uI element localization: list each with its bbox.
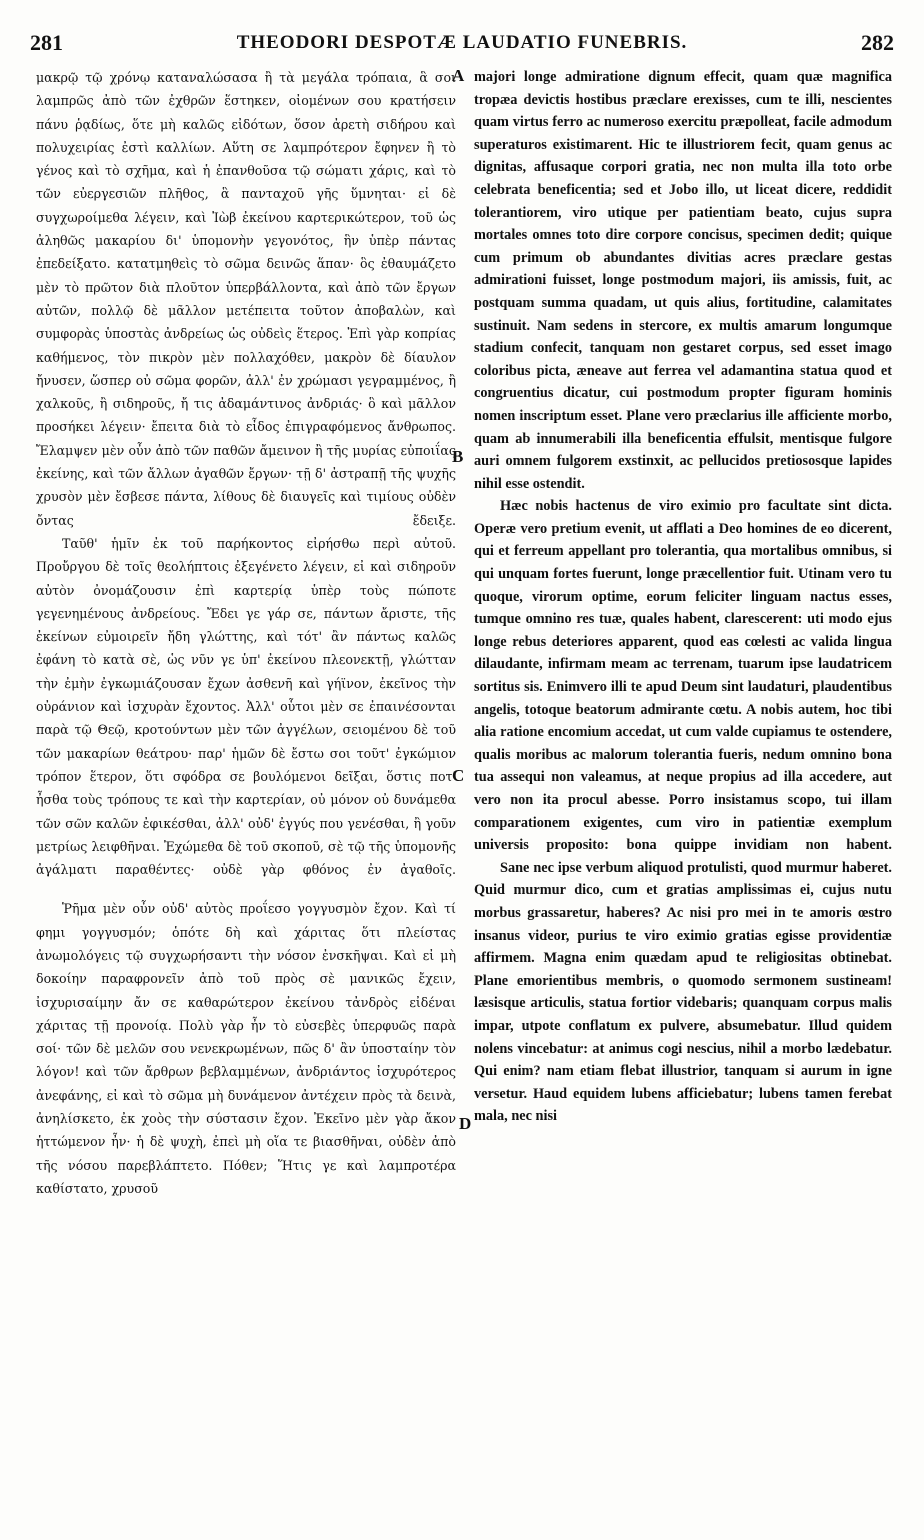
greek-column <box>36 66 456 1200</box>
greek-paragraph: Ταῦθ' ἡμῖν ἐκ τοῦ παρήκοντος εἰρήσθω περὶ αὐτοῦ. Προὔργου δὲ τοῖς θεολήπτοις ἐξεγένετο λέγειν, εἰ καὶ σιδηροῦν αὐτὸν ὀνομάζουσιν ἐπὶ καρτερίᾳ ὑπὲρ τοὺς πώποτε γεγενημένους ἀνδρείους. Ἔδει γε γάρ σε, πάντων ἄριστε, τῆς ἐκείνων εὐμοιρεῖν ἤδη γλώττης, καὶ τότ' ἂν πάντως καλῶς ἐφάνη τὸ κατὰ σὲ, ὡς νῦν γε ὑπ' ἐκείνου πλεονεκτῇ, γλώτταν τὴν ἐμὴν ἐγκωμιάζουσαν ἔχων ἀσθενῆ καὶ γήϊνον, ἐκεῖνος τὴν οὐράνιον καὶ ἰσχυρὰν ἔχοντος. Ἀλλ' οὗτοι μὲν σε ἐπαινέσονται παρὰ τῷ Θεῷ, κροτούντων μὲν τῶν ἀγγέλων, σειομένου δὲ τοῦ τῶν μακαρίων θεάτρου· παρ' ἡμῶν δὲ ἔστω σοι τοῦτ' ἐγκώμιον τρόπον ἕτερον, ὅτι σφόδρα σε βουλόμενοι δεῖξαι, ὅστις ποτ' ἦσθα τοὺς τρόπους τε καὶ τὴν καρτερίαν, οὐ μόνον οὐ δυνάμεθα τῶν σῶν καλῶν ἐφικέσθαι, ἀλλ' οὐδ' ἐγγύς που γενέσθαι, ἢ γοῦν μετρίως λειφθῆναι. Ἐχώμεθα δὲ τοῦ σκοποῦ, σὲ τῷ τῆς ὑπομονῆς ἀγάλματι παραθέντες· οὐδὲ γὰρ φθόνος ἐν ἀγαθοῖς. <box>36 535 456 878</box>
margin-letter-a: A <box>452 66 465 85</box>
greek-paragraph: Ῥῆμα μὲν οὖν οὐδ' αὐτὸς προΐεσο γογγυσμὸν ἔχον. Καὶ τί φημι γογγυσμόν; ὁπότε δὴ καὶ χάριτας ὅτι πλείστας ἀνωμολόγεις τῷ συγχωρήσαντι τὴν νόσον ἐνσκῆψαι. Καὶ εἰ μὴ δοκοίην παραφρονεῖν ἀπὸ τοῦ πρὸς σὲ μανικῶς ἔχειν, ἰσχυρισαίμην ἄν σε καθαρώτερον ἐκείνου τἀνδρὸς εἰδέναι χάριτας τῇ προνοίᾳ. Πολὺ γὰρ ἦν τὸ εὐσεβὲς ὑπερφυῶς παρὰ σοί· τῶν δὲ μελῶν σου νενεκρωμένων, πῶς δ' ἂν ὑποσταίην τὸν λόγον! καὶ τῶν ἄρθρων βεβλαμμένων, ἀνδριάντος ἰσχυρότερος ἀνεφάνης, εἰ καὶ τὸ σῶμα μὴ δυνάμενον ἀντέχειν πρὸς τὰ δεινὰ, ἀνηλίσκετο, ἐκ χοὸς τὴν σύστασιν ἔχον. Ἐκεῖνο μὲν γὰρ ἄκον ἡττώμενον ἦν· ἡ δὲ ψυχὴ, ἐπεὶ μὴ οἵα τε βιασθῆναι, οὐδὲν ἀπὸ τῆς νόσου παρεβλάπτετο. Πόθεν; Ἥτις γε καὶ λαμπροτέρα καθίστατο, χρυσοῦ <box>36 901 456 1196</box>
margin-letter-d: D <box>459 1114 472 1133</box>
margin-letter-b: B <box>452 447 464 466</box>
latin-paragraph: majori longe admiratione dignum effecit, quam quæ magnifica tropæa devictis hostibus præclare erexisses, cum te illi, nescientes quam virtus ferro ac numeroso exercitu præpolleat, facile admodum superaturos existimarent. Hic te illustriorem fecit, quam genus ac dignitas, affusaque corpori gratia, nec non multa illa toto orbe celebrata beneficentia; sed et Jobo illo, ut liceat dicere, reddidit tolerantiorem, viro utique per patientiam beato, cujus supra mortales omnes toto dire corpore concisus, specimen dedit; quique cum primum ob abundantes divitias acres præclare gestas admirationi fuisset, longe postmodum majori, iis amissis, fuit, ac postquam summa quadam, ut quis alius, fortitudine, calamitates sustinuit. Nam sedens in stercore, ex multis amarum longumque stadium confecit, tanquam non gestaret corpus, sed esset imago coloribus picta, æneave aut ferrea vel adamantina statua quod et congruentius dicatur, cui postmodum propter figuram hominis nomen inscriptum esset. Plane vero præclarius ille afficiente morbo, quam ab innumerabili illa beneficentia effulsit, mentisque fulgore auri omnem fulgorem exstinxit, ac pellucidos pretiososque lapides nihil esse ostendit. <box>474 69 892 492</box>
page-header <box>30 30 894 60</box>
latin-paragraph: Sane nec ipse verbum aliquod protulisti, quod murmur haberet. Quid murmur dico, cum et gratias amplissimas ei, cujus nutu morbus grassaretur, haberes? Ac nisi pro mei in te amoris œstro insanus videor, purius te viro eximio gratias egisse providentiæ affirmem. Magna enim quædam apud te religiositas obtinebat. Plane emorientibus membris, o quomodo sermonem sustineam! læsisque articulis, statua fortior videbaris; quanquam corpus malis impar, utpote conflatum ex pulvere, absumebatur. Illud quidem nolens vincebatur: at animus cogi nescius, nihil a morbo lædebatur. Qui enim? nam etiam flebat illustrior, tanquam si aurum in igne versetur. Haud equidem lubens afficiebatur; lubens tamen ferebat mala, nec nisi <box>474 859 892 1125</box>
page-number-right: 282 <box>861 30 894 55</box>
page-number-left: 281 <box>30 30 63 55</box>
greek-paragraph: μακρῷ τῷ χρόνῳ καταναλώσασα ἢ τὰ μεγάλα τρόπαια, ἃ σοι λαμπρῶς ἀπὸ τῶν ἐχθρῶν ἕστηκεν, οἰομένων σου κρατήσειν πάνυ ῥᾳδίως, ὅτε μὴ καλῶς εἰδότων, ὅσον ἀρετὴ σιδήρου καὶ πολυχειρίας ἐστὶ καλλίων. Αὕτη σε λαμπρότερον ἔφηνεν ἢ τὸ γένος καὶ τὸ σχῆμα, καὶ ἡ ἐπανθοῦσα τῷ σώματι χάρις, καὶ τὸ τῶν εὐεργεσιῶν πλῆθος, ἃ πανταχοῦ γῆς ὕμνηται· εἰ δὲ συγχωροίμεθα λέγειν, καὶ Ἰὼβ ἐκείνου καρτερικώτερον, τοῦ ὡς ἀληθῶς μακαρίου δι' ὑπομονὴν γεγονότος, ἣν ὑπὲρ πάντας ἐπεδείξατο. κατατμηθεὶς τὸ σῶμα δεινῶς ἅπαν· ὃς ἐθαυμάζετο μὲν τὸ πρῶτον διὰ πλοῦτον ὑπερβάλλοντα, καὶ ἀπὸ τῶν ἔργων αὐτῶν, πολλῷ δὲ μᾶλλον μετέπειτα τοῦτον ἀποβαλὼν, καὶ συμφορὰς ὑποστὰς ἀνδρείως ὡς οὐδεὶς ἕτερος. Ἐπὶ γὰρ κοπρίας καθήμενος, τὸν πικρὸν μὲν πολλαχόθεν, μακρὸν δὲ δίαυλον ἤνυσεν, ὥσπερ οὐ σῶμα φορῶν, ἀλλ' ἐν χρώμασι γεγραμμένος, ἢ χαλκοῦς, ἢ σιδηροῦς, ἤ τις ἀδαμάντινος ἀνδριάς· ὃ καὶ μᾶλλον προσήκει λέγειν· ἔπειτα διὰ τὸ εἶδος ἐπιγραφόμενος ἄνθρωπος. Ἔλαμψεν μὲν οὖν ἀπὸ τῶν παθῶν ἄμεινον ἢ τῆς μυρίας εὐποιΐας ἐκείνης, καὶ τῶν ἄλλων ἀγαθῶν ἔργων· τῇ δ' ἀστραπῇ τῆς ψυχῆς χρυσὸν μὲν ἔσβεσε πάντα, λίθους δὲ διαυγεῖς καὶ τιμίους οὐδὲν ὄντας ἔδειξε. <box>36 70 456 528</box>
latin-paragraph: Hæc nobis hactenus de viro eximio pro facultate sint dicta. Operæ vero pretium evenit, ut afflati a Deo homines de eo dicerent, qui et ferreum appellant pro tolerantia, qua mortalibus omnibus, si qui unquam fortes fuerunt, longe præcellentior fuit. Utinam vero tu quoque, virorum optime, eorum feliciter linguam nactus esses, tumque omnino res tuæ, quales habent, clarescerent: uti modo ejus longe rebus deteriores apparent, quod eas cœlesti ac valida lingua dilaudante, infirmam meam ac terrenam, tuarum ipse laudatricem sortitus sis. Enimvero illi te apud Deum sint laudaturi, plaudentibus angelis, totoque beatorum admirante cœtu. A nobis autem, hoc tibi alia ratione encomium accedat, ut cum valde cupiamus te ostendere, qualis moribus ac malorum tolerantia fueris, nedum omnino bona tua assequi non valeamus, at neque propius ad illa accedere, aut vero non ita procul abesse. Porro insistamus scopo, tui illam comparationem exigentes, cum viro in patientiæ exemplum universis proposito: bona quippe invidiam non habent. <box>474 498 892 854</box>
latin-column <box>474 66 892 1128</box>
running-title: THEODORI DESPOTÆ LAUDATIO FUNEBRIS. <box>236 32 688 53</box>
margin-letter-c: C <box>452 766 465 785</box>
